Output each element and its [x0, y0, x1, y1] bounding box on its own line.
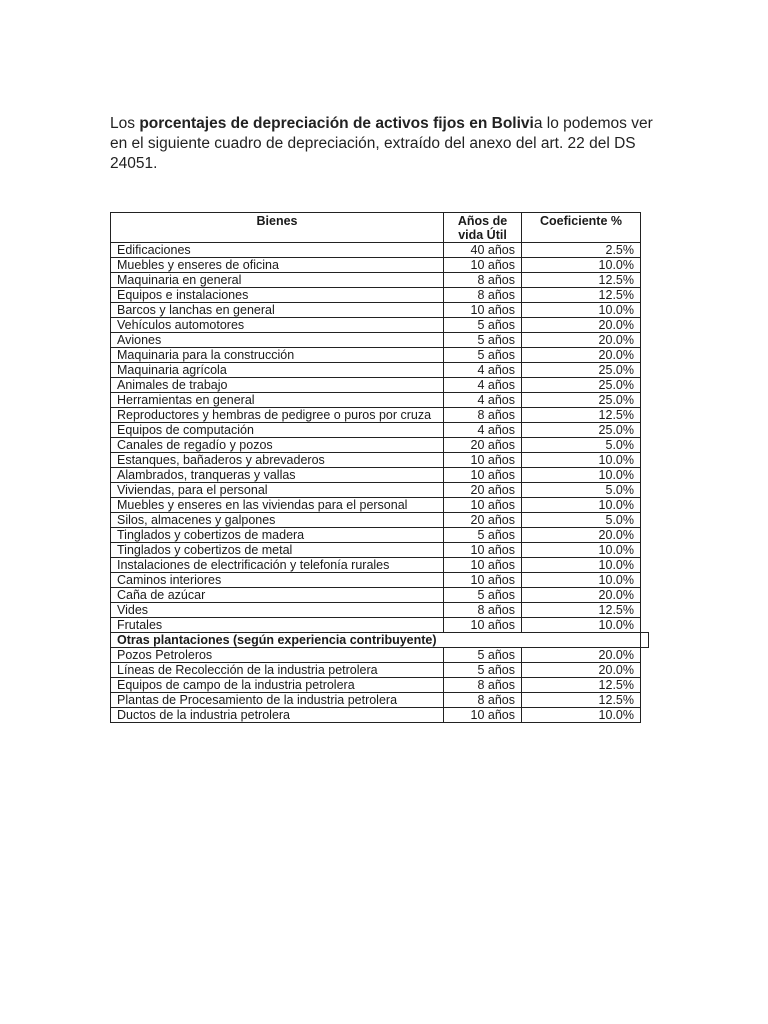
coef-cell: 5.0%	[522, 483, 641, 498]
table-row	[111, 423, 641, 438]
table-row	[111, 378, 641, 393]
coef-cell: 25.0%	[522, 363, 641, 378]
coef-cell: 12.5%	[522, 288, 641, 303]
years-cell: 8 años	[444, 678, 522, 693]
item-cell: Vides	[111, 603, 444, 618]
table-row	[111, 708, 641, 723]
intro-text-rest: a lo podemos ver en el siguiente cuadro de depreciación, extraído del anexo del art. 22 del DS 24051.	[110, 115, 653, 172]
item-cell: Equipos e instalaciones	[111, 288, 444, 303]
table-row	[111, 693, 641, 708]
section-label-text: Otras plantaciones (según experiencia contribuyente)	[117, 633, 437, 647]
coef-cell: 2.5%	[522, 243, 641, 258]
coef-cell: 12.5%	[522, 273, 641, 288]
coef-cell: 12.5%	[522, 603, 641, 618]
coef-cell: 10.0%	[522, 573, 641, 588]
item-cell: Muebles y enseres de oficina	[111, 258, 444, 273]
item-cell: Alambrados, tranqueras y vallas	[111, 468, 444, 483]
item-cell: Caña de azúcar	[111, 588, 444, 603]
years-cell: 10 años	[444, 543, 522, 558]
coef-cell: 10.0%	[522, 453, 641, 468]
coef-cell: 20.0%	[522, 348, 641, 363]
table-row	[111, 663, 641, 678]
years-cell: 5 años	[444, 588, 522, 603]
table-row	[111, 543, 641, 558]
item-cell: Caminos interiores	[111, 573, 444, 588]
item-cell: Muebles y enseres en las viviendas para el personal	[111, 498, 444, 513]
coef-cell: 20.0%	[522, 648, 641, 663]
coef-cell: 10.0%	[522, 498, 641, 513]
years-cell: 5 años	[444, 528, 522, 543]
table-row	[111, 678, 641, 693]
intro-text-start: Los	[110, 115, 140, 132]
years-cell: 8 años	[444, 408, 522, 423]
coef-cell: 25.0%	[522, 378, 641, 393]
coef-cell: 20.0%	[522, 318, 641, 333]
coef-cell: 10.0%	[522, 303, 641, 318]
years-cell: 4 años	[444, 378, 522, 393]
table-row	[111, 348, 641, 363]
years-cell: 5 años	[444, 648, 522, 663]
item-cell: Pozos Petroleros	[111, 648, 444, 663]
item-cell: Silos, almacenes y galpones	[111, 513, 444, 528]
item-cell: Maquinaria en general	[111, 273, 444, 288]
header-coeficiente: Coeficiente %	[522, 213, 641, 243]
coef-cell: 5.0%	[522, 513, 641, 528]
table-row	[111, 408, 641, 423]
item-cell: Edificaciones	[111, 243, 444, 258]
years-cell: 10 años	[444, 303, 522, 318]
item-cell: Frutales	[111, 618, 444, 633]
years-cell: 4 años	[444, 423, 522, 438]
table-header-row	[111, 213, 641, 243]
years-cell: 5 años	[444, 663, 522, 678]
coef-cell: 20.0%	[522, 663, 641, 678]
item-cell: Canales de regadío y pozos	[111, 438, 444, 453]
years-cell: 10 años	[444, 498, 522, 513]
header-vida-util: Años de vida Útil	[444, 213, 522, 243]
years-cell: 10 años	[444, 258, 522, 273]
item-cell: Vehículos automotores	[111, 318, 444, 333]
item-cell: Plantas de Procesamiento de la industria petrolera	[111, 693, 444, 708]
years-cell: 10 años	[444, 618, 522, 633]
years-cell: 20 años	[444, 513, 522, 528]
table-row	[111, 453, 641, 468]
item-cell: Equipos de computación	[111, 423, 444, 438]
table-row	[111, 483, 641, 498]
years-cell: 10 años	[444, 558, 522, 573]
depreciation-table	[110, 212, 641, 723]
table-row	[111, 573, 641, 588]
section-row	[111, 633, 641, 648]
item-cell: Ductos de la industria petrolera	[111, 708, 444, 723]
table-row	[111, 498, 641, 513]
coef-cell: 12.5%	[522, 693, 641, 708]
table-row	[111, 618, 641, 633]
table-body-main	[111, 243, 641, 633]
years-cell: 8 años	[444, 288, 522, 303]
coef-cell: 20.0%	[522, 528, 641, 543]
coef-cell: 10.0%	[522, 468, 641, 483]
years-cell: 5 años	[444, 318, 522, 333]
years-cell: 10 años	[444, 453, 522, 468]
years-cell: 8 años	[444, 603, 522, 618]
table-section	[111, 633, 641, 648]
table-row	[111, 303, 641, 318]
table-body-oil	[111, 648, 641, 723]
coef-cell: 10.0%	[522, 558, 641, 573]
coef-cell: 20.0%	[522, 588, 641, 603]
years-cell: 10 años	[444, 573, 522, 588]
item-cell: Líneas de Recolección de la industria petrolera	[111, 663, 444, 678]
table-row	[111, 318, 641, 333]
table-row	[111, 438, 641, 453]
table-row	[111, 393, 641, 408]
table-row	[111, 288, 641, 303]
item-cell: Barcos y lanchas en general	[111, 303, 444, 318]
years-cell: 5 años	[444, 333, 522, 348]
table-row	[111, 528, 641, 543]
intro-highlight: porcentajes de depreciación de activos fijos en Bolivi	[139, 115, 534, 132]
coef-cell: 25.0%	[522, 423, 641, 438]
item-cell: Maquinaria agrícola	[111, 363, 444, 378]
table-row	[111, 648, 641, 663]
years-cell: 20 años	[444, 438, 522, 453]
item-cell: Instalaciones de electrificación y telefonía rurales	[111, 558, 444, 573]
section-label	[111, 633, 641, 648]
coef-cell: 10.0%	[522, 708, 641, 723]
table-row	[111, 603, 641, 618]
intro-paragraph	[110, 114, 670, 174]
table-row	[111, 243, 641, 258]
header-bienes: Bienes	[111, 213, 444, 243]
coef-cell: 10.0%	[522, 543, 641, 558]
table-row	[111, 258, 641, 273]
table-row	[111, 333, 641, 348]
coef-cell: 10.0%	[522, 618, 641, 633]
years-cell: 4 años	[444, 363, 522, 378]
item-cell: Animales de trabajo	[111, 378, 444, 393]
years-cell: 10 años	[444, 468, 522, 483]
item-cell: Aviones	[111, 333, 444, 348]
section-border-extension	[640, 632, 649, 648]
years-cell: 10 años	[444, 708, 522, 723]
years-cell: 8 años	[444, 273, 522, 288]
coef-cell: 20.0%	[522, 333, 641, 348]
years-cell: 5 años	[444, 348, 522, 363]
item-cell: Viviendas, para el personal	[111, 483, 444, 498]
table-row	[111, 363, 641, 378]
item-cell: Herramientas en general	[111, 393, 444, 408]
coef-cell: 10.0%	[522, 258, 641, 273]
item-cell: Maquinaria para la construcción	[111, 348, 444, 363]
years-cell: 8 años	[444, 693, 522, 708]
item-cell: Reproductores y hembras de pedigree o puros por cruza	[111, 408, 444, 423]
coef-cell: 12.5%	[522, 408, 641, 423]
years-cell: 20 años	[444, 483, 522, 498]
table-row	[111, 513, 641, 528]
item-cell: Estanques, bañaderos y abrevaderos	[111, 453, 444, 468]
years-cell: 4 años	[444, 393, 522, 408]
item-cell: Tinglados y cobertizos de metal	[111, 543, 444, 558]
coef-cell: 12.5%	[522, 678, 641, 693]
table-row	[111, 273, 641, 288]
item-cell: Tinglados y cobertizos de madera	[111, 528, 444, 543]
table-row	[111, 558, 641, 573]
coef-cell: 5.0%	[522, 438, 641, 453]
table-row	[111, 588, 641, 603]
item-cell: Equipos de campo de la industria petrolera	[111, 678, 444, 693]
coef-cell: 25.0%	[522, 393, 641, 408]
table-row	[111, 468, 641, 483]
years-cell: 40 años	[444, 243, 522, 258]
